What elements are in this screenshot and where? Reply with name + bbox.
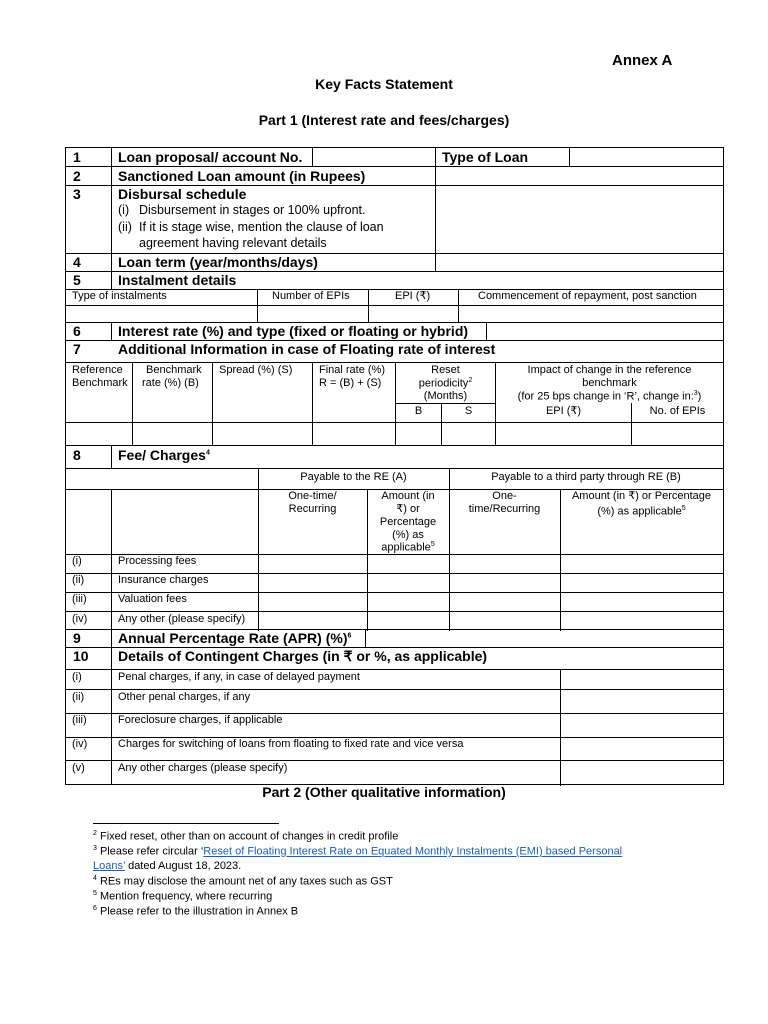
kfs-table — [65, 147, 724, 785]
contingent-item-number: (ii) — [72, 691, 85, 703]
footnote-5: $^5$ Mention frequency, where recurring — [93, 890, 273, 903]
processing-fees-fields[interactable] — [259, 555, 722, 573]
amount-a-header-1: Amount (in — [381, 490, 435, 502]
instalment-details-label: Instalment details — [118, 272, 237, 288]
document-title: Key Facts Statement — [315, 76, 453, 92]
insurance-charges-fields[interactable] — [259, 574, 722, 592]
part1-heading: Part 1 (Interest rate and fees/charges) — [258, 112, 510, 128]
col-impact-benchmark: benchmark — [582, 377, 637, 389]
footnote-3-cont: Loans’ dated August 18, 2023. — [93, 860, 242, 872]
fee-item-number: (i) — [72, 555, 82, 567]
commencement-field[interactable] — [459, 306, 722, 322]
disbursal-schedule-label: Disbursal schedule — [118, 186, 247, 202]
circular-link-cont[interactable]: Loans’ — [93, 860, 126, 872]
row-7-number: 7 — [73, 341, 81, 357]
reset-b-field[interactable] — [396, 423, 440, 445]
number-of-epis-field[interactable] — [258, 306, 367, 322]
col-impact-no-epis: No. of EPIs — [649, 405, 706, 417]
reference-benchmark-field[interactable] — [67, 423, 131, 445]
epi-field[interactable] — [369, 306, 457, 322]
penal-charges-field[interactable] — [561, 670, 722, 689]
col-reset-s: S — [464, 405, 473, 417]
spread-field[interactable] — [213, 423, 311, 445]
circular-link[interactable]: Reset of Floating Interest Rate on Equated Monthly Instalments (EMI) based Personal — [203, 845, 623, 858]
loan-term-label: Loan term (year/months/days) — [118, 254, 318, 270]
amount-a-header-2: ₹) or — [396, 503, 420, 515]
onetime-b-header-cont: time/Recurring — [468, 503, 541, 515]
amount-a-header-3: Percentage — [379, 516, 437, 528]
contingent-item-label: Charges for switching of loans from floating to fixed rate and vice versa — [118, 738, 464, 750]
col-reset-months: (Months) — [423, 390, 468, 402]
sanctioned-amount-field[interactable] — [436, 167, 722, 185]
row-4-number: 4 — [73, 254, 81, 270]
interest-rate-label: Interest rate (%) and type (fixed or floating or hybrid) — [118, 323, 469, 339]
fee-item-label: Valuation fees — [118, 593, 187, 605]
valuation-fees-fields[interactable] — [259, 593, 722, 611]
apr-label: Annual Percentage Rate (APR) (%)$^6$ — [118, 630, 352, 646]
other-fees-fields[interactable] — [259, 612, 722, 629]
final-rate-field[interactable] — [313, 423, 394, 445]
footnote-divider — [93, 823, 279, 824]
row-6-number: 6 — [73, 323, 81, 339]
part2-heading: Part 2 (Other qualitative information) — [262, 784, 506, 800]
benchmark-rate-field[interactable] — [133, 423, 211, 445]
any-other-charges-field[interactable] — [561, 761, 722, 784]
other-penal-charges-field[interactable] — [561, 690, 722, 713]
col-reference-benchmark-cont: Benchmark — [72, 377, 128, 389]
footnote-2: $^2$ Fixed reset, other than on account of changes in credit profile — [93, 830, 399, 843]
col-reference-benchmark: Reference — [72, 364, 123, 376]
row-1-number: 1 — [73, 149, 81, 165]
loan-term-field[interactable] — [436, 254, 722, 271]
type-of-loan-label: Type of Loan — [442, 149, 529, 165]
reset-s-field[interactable] — [442, 423, 494, 445]
col-commencement: Commencement of repayment, post sanction — [478, 290, 697, 302]
fee-item-label: Any other (please specify) — [118, 613, 246, 625]
fee-charges-label: Fee/ Charges$^4$ — [118, 447, 210, 463]
fee-item-number: (iv) — [72, 613, 88, 625]
fee-item-number: (iii) — [72, 593, 87, 605]
row-5-number: 5 — [73, 272, 81, 288]
onetime-a-header-cont: Recurring — [288, 503, 337, 515]
contingent-item-label: Penal charges, if any, in case of delayed payment — [118, 671, 360, 683]
disbursal-item-i-number: (i) — [118, 203, 130, 217]
type-of-loan-field[interactable] — [570, 148, 722, 166]
type-of-instalments-field[interactable] — [67, 306, 256, 322]
col-impact-bps: (for 25 bps change in ‘R’, change in:$^3$) — [517, 390, 702, 403]
col-final-rate-formula: R = (B) + (S) — [319, 377, 382, 389]
col-number-of-epis: Number of EPIs — [272, 290, 350, 302]
disbursal-item-i-text: Disbursement in stages or 100% upfront. — [139, 203, 366, 217]
footnote-4: $^4$ REs may disclose the amount net of any taxes such as GST — [93, 875, 393, 888]
amount-b-header-2: (%) as applicable$^5$ — [597, 505, 686, 518]
fee-item-number: (ii) — [72, 574, 85, 586]
col-spread: Spread (%) (S) — [219, 364, 293, 376]
fee-item-label: Insurance charges — [118, 574, 209, 586]
col-impact: Impact of change in the reference — [527, 364, 692, 376]
impact-epi-field[interactable] — [496, 423, 630, 445]
floating-rate-info-label: Additional Information in case of Floating rate of interest — [118, 341, 496, 357]
contingent-item-label: Other penal charges, if any — [118, 691, 251, 703]
row-3-number: 3 — [73, 186, 81, 202]
payable-third-party-header: Payable to a third party through RE (B) — [491, 471, 681, 483]
impact-no-epis-field[interactable] — [632, 423, 722, 445]
disbursal-item-ii-number: (ii) — [118, 220, 132, 234]
loan-proposal-label: Loan proposal/ account No. — [118, 149, 303, 165]
footnote-6: $^6$ Please refer to the illustration in Annex B — [93, 905, 299, 918]
amount-a-header-4: (%) as — [392, 529, 424, 541]
foreclosure-charges-field[interactable] — [561, 714, 722, 737]
col-epi: EPI (₹) — [395, 290, 431, 302]
col-reset-b: B — [414, 405, 423, 417]
row-8-number: 8 — [73, 447, 81, 463]
row-2-number: 2 — [73, 168, 81, 184]
amount-a-header-5: applicable$^5$ — [381, 541, 435, 554]
amount-b-header-1: Amount (in ₹) or Percentage — [571, 490, 712, 502]
contingent-item-number: (v) — [72, 762, 85, 774]
row-9-number: 9 — [73, 630, 81, 646]
sanctioned-amount-label: Sanctioned Loan amount (in Rupees) — [118, 168, 366, 184]
col-reset: Reset — [431, 364, 460, 376]
col-benchmark-rate-cont: rate (%) (B) — [142, 377, 199, 389]
interest-rate-field[interactable] — [487, 323, 722, 340]
col-benchmark-rate: Benchmark — [146, 364, 202, 376]
loan-proposal-field[interactable] — [313, 148, 434, 166]
footnote-3: $^3$ Please refer circular ‘Reset of Floating Interest Rate on Equated Monthly Instalments (EMI) based Personal — [93, 845, 623, 858]
contingent-item-number: (iii) — [72, 714, 87, 726]
switching-charges-field[interactable] — [561, 738, 722, 760]
row-10-number: 10 — [73, 648, 89, 664]
contingent-item-number: (i) — [72, 671, 82, 683]
contingent-charges-label: Details of Contingent Charges (in ₹ or %, as applicable) — [118, 648, 488, 664]
annex-label: Annex A — [612, 52, 673, 69]
onetime-a-header: One-time/ — [288, 490, 337, 502]
fee-item-label: Processing fees — [118, 555, 197, 567]
disbursal-schedule-field[interactable] — [436, 186, 722, 253]
col-type-of-instalments: Type of instalments — [72, 290, 167, 302]
disbursal-item-ii-text: If it is stage wise, mention the clause of loan — [139, 220, 384, 234]
contingent-item-label: Foreclosure charges, if applicable — [118, 714, 283, 726]
col-final-rate: Final rate (%) — [319, 364, 386, 376]
payable-re-header: Payable to the RE (A) — [300, 471, 407, 483]
col-reset-periodicity: periodicity$^2$ — [418, 377, 473, 390]
apr-field[interactable] — [366, 630, 722, 647]
onetime-b-header: One- — [492, 490, 517, 502]
col-impact-epi: EPI (₹) — [545, 405, 582, 417]
disbursal-item-ii-text-cont: agreement having relevant details — [139, 236, 327, 250]
contingent-item-label: Any other charges (please specify) — [118, 762, 288, 774]
contingent-item-number: (iv) — [72, 738, 88, 750]
